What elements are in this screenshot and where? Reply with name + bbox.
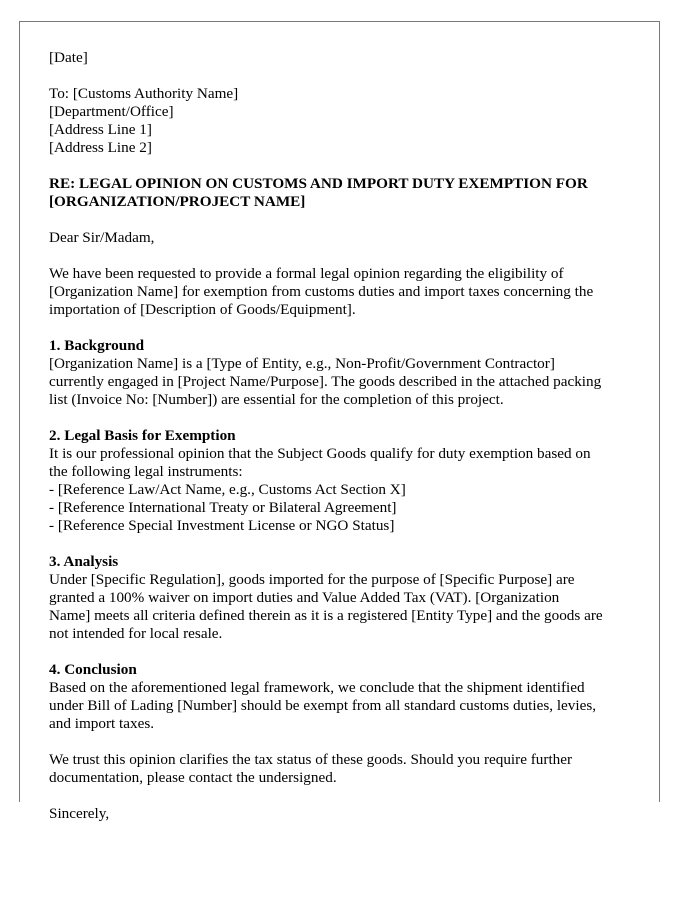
date-line [49, 49, 639, 67]
subject-line [49, 175, 639, 211]
date-text: [Date] [49, 49, 88, 66]
sign-off-text: Sincerely, [49, 805, 110, 822]
section-background [49, 337, 639, 409]
background-line: currently engaged in [Project Name/Purpose]. The goods described in the attached packing [49, 373, 602, 390]
recipient-address-line-2: [Address Line 2] [49, 139, 152, 156]
closing-line: We trust this opinion clarifies the tax status of these goods. Should you require further [49, 751, 573, 768]
subject-line-1: RE: LEGAL OPINION ON CUSTOMS AND IMPORT DUTY EXEMPTION FOR [49, 175, 588, 192]
intro-line: We have been requested to provide a formal legal opinion regarding the eligibility of [49, 265, 564, 282]
conclusion-line: under Bill of Lading [Number] should be exempt from all standard customs duties, levies, [49, 697, 597, 714]
letter-page [19, 21, 660, 822]
legal-instrument-item: - [Reference International Treaty or Bilateral Agreement] [49, 499, 397, 516]
subject-line-2: [ORGANIZATION/PROJECT NAME] [49, 193, 306, 210]
recipient-to: To: [Customs Authority Name] [49, 85, 239, 102]
closing-paragraph [49, 751, 639, 787]
closing-line: documentation, please contact the undersigned. [49, 769, 337, 786]
intro-line: importation of [Description of Goods/Equipment]. [49, 301, 356, 318]
background-line: [Organization Name] is a [Type of Entity, e.g., Non-Profit/Government Contractor] [49, 355, 555, 372]
analysis-line: Under [Specific Regulation], goods imported for the purpose of [Specific Purpose] are [49, 571, 575, 588]
section-heading-conclusion: 4. Conclusion [49, 661, 137, 678]
section-legal-basis [49, 427, 639, 535]
intro-line: [Organization Name] for exemption from customs duties and import taxes concerning the [49, 283, 594, 300]
analysis-line: granted a 100% waiver on import duties and Value Added Tax (VAT). [Organization [49, 589, 560, 606]
intro-paragraph [49, 265, 639, 319]
analysis-line: Name] meets all criteria defined therein as it is a registered [Entity Type] and the goods are [49, 607, 603, 624]
legal-instrument-item: - [Reference Special Investment License or NGO Status] [49, 517, 395, 534]
conclusion-line: Based on the aforementioned legal framework, we conclude that the shipment identified [49, 679, 585, 696]
salutation-text: Dear Sir/Madam, [49, 229, 155, 246]
letter-body [49, 49, 639, 823]
legal-basis-line: It is our professional opinion that the Subject Goods qualify for duty exemption based on [49, 445, 591, 462]
recipient-address-line-1: [Address Line 1] [49, 121, 152, 138]
recipient-block [49, 85, 639, 157]
salutation [49, 229, 639, 247]
section-analysis [49, 553, 639, 643]
section-conclusion [49, 661, 639, 733]
section-heading-analysis: 3. Analysis [49, 553, 119, 570]
section-heading-background: 1. Background [49, 337, 145, 354]
legal-instrument-item: - [Reference Law/Act Name, e.g., Customs Act Section X] [49, 481, 406, 498]
section-heading-legal-basis: 2. Legal Basis for Exemption [49, 427, 236, 444]
legal-basis-line: the following legal instruments: [49, 463, 243, 480]
conclusion-line: and import taxes. [49, 715, 155, 732]
analysis-line: not intended for local resale. [49, 625, 223, 642]
recipient-department: [Department/Office] [49, 103, 174, 120]
background-line: list (Invoice No: [Number]) are essential for the completion of this project. [49, 391, 504, 408]
sign-off [49, 805, 639, 823]
